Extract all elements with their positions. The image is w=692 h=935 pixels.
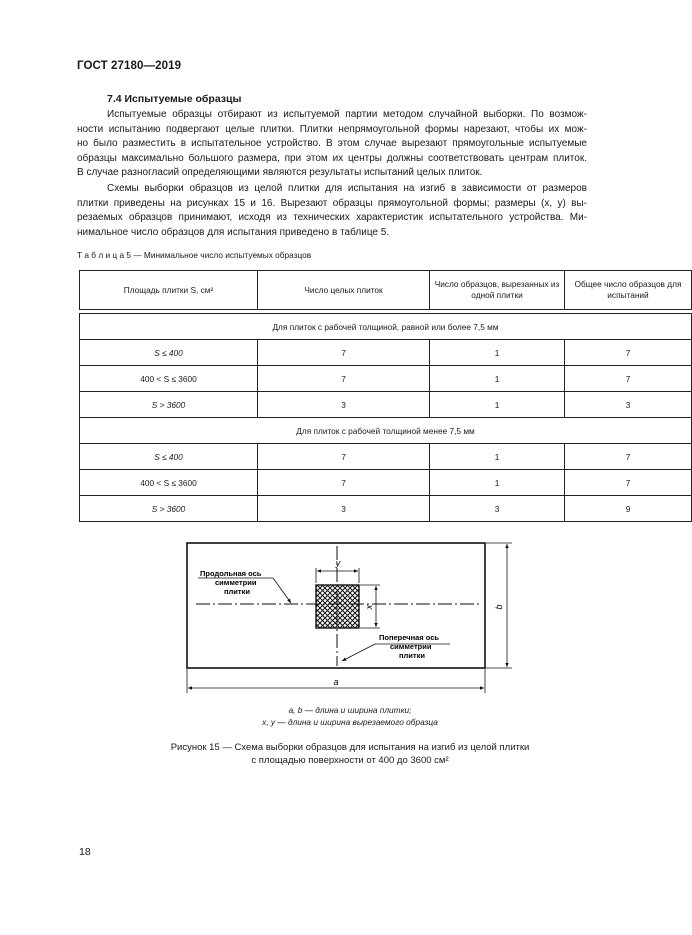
document-code: ГОСТ 27180—2019 [77, 60, 182, 72]
figure-caption-line: Рисунок 15 — Схема выборки образцов для испытания на изгиб из целой плитки [170, 742, 530, 753]
paragraph-line: Испытуемые образцы отбирают из испытуемой партии методом случайной выборки. По возмож- [107, 109, 587, 120]
legend-line: x, y — длина и ширина вырезаемого образца [262, 717, 438, 727]
paragraph-line: Схемы выборки образцов из целой плитки для испытания на изгиб в зависимости от размеров [107, 183, 587, 194]
cell-whole: 7 [258, 444, 430, 470]
cell-area: 400 < S ≤ 3600 [80, 470, 258, 496]
cell-total: 3 [565, 392, 692, 418]
paragraph-line: нимальное число образцов для испытания приведено в таблице 5. [77, 226, 390, 238]
leader-transverse [342, 644, 375, 661]
figure-legend [160, 704, 540, 728]
cell-cut: 1 [430, 444, 565, 470]
cell-whole: 7 [258, 366, 430, 392]
section-title: 7.4 Испытуемые образцы [107, 93, 242, 105]
table-row [80, 366, 692, 392]
table-row [80, 392, 692, 418]
header-total: Общее число образцов для испытаний [565, 271, 692, 310]
dim-b-label: b [494, 604, 504, 610]
cell-area: S > 3600 [80, 392, 258, 418]
paragraph-line: но было разместить в испытательное устройство. В этом случае вырезают прямоугольные испытуемые [77, 138, 587, 150]
table-group-row [80, 418, 692, 444]
cell-whole: 3 [258, 392, 430, 418]
table-caption: Т а б л и ц а 5 — Минимальное число испытуемых образцов [77, 250, 312, 260]
cell-cut: 1 [430, 366, 565, 392]
header-area: Площадь плитки S, см² [80, 271, 258, 310]
cell-whole: 3 [258, 496, 430, 522]
specimen-area [316, 585, 359, 628]
figure-caption [120, 741, 580, 767]
paragraph-schemes [77, 182, 587, 240]
figure-sampling-scheme [160, 533, 540, 693]
paragraph-line: ности испытанию подвергают целые плитки. Плитки непрямоугольной формы нарезают, чтобы их мож- [77, 123, 587, 135]
cell-cut: 1 [430, 392, 565, 418]
dim-x-label: x [364, 604, 374, 610]
paragraph-line: образцы максимально большого размера, при этом их центры должны соответствовать центрам плиток. [77, 152, 587, 164]
paragraph-sampling [77, 108, 587, 181]
cell-area: 400 < S ≤ 3600 [80, 366, 258, 392]
header-cut: Число образцов, вырезанных из одной плитки [430, 271, 565, 310]
cell-total: 9 [565, 496, 692, 522]
cell-cut: 3 [430, 496, 565, 522]
paragraph-line: плитки приведены на рисунках 15 и 16. Вырезают образцы прямоугольной формы; размеры (x, y) вы- [77, 197, 587, 209]
paragraph-line: В случае разногласий определяющими являются результаты испытаний целых плиток. [77, 167, 483, 179]
cell-total: 7 [565, 366, 692, 392]
table-row [80, 470, 692, 496]
cell-whole: 7 [258, 340, 430, 366]
table-row [80, 444, 692, 470]
figure-caption-line: с площадью поверхности от 400 до 3600 см² [251, 755, 449, 766]
dim-y-label: y [335, 558, 341, 568]
group-title: Для плиток с рабочей толщиной менее 7,5 мм [80, 418, 692, 444]
paragraph-line: резаемых образцов принимают, исходя из технических характеристик испытательного устройства. Ми- [77, 212, 587, 224]
leader-longitudinal [273, 578, 291, 603]
page-number: 18 [79, 846, 91, 858]
cell-total: 7 [565, 470, 692, 496]
cell-cut: 1 [430, 340, 565, 366]
cell-area: S ≤ 400 [80, 340, 258, 366]
table-header-row [80, 271, 692, 310]
cell-whole: 7 [258, 470, 430, 496]
table-min-samples [79, 270, 692, 522]
table-row [80, 496, 692, 522]
header-whole: Число целых плиток [258, 271, 430, 310]
label-longitudinal-axis: Продольная ось симметрии плитки [200, 569, 262, 596]
dim-a-label: a [333, 677, 339, 687]
table-row [80, 340, 692, 366]
cell-total: 7 [565, 340, 692, 366]
cell-total: 7 [565, 444, 692, 470]
table-group-row [80, 314, 692, 340]
cell-area: S ≤ 400 [80, 444, 258, 470]
group-title: Для плиток с рабочей толщиной, равной или более 7,5 мм [80, 314, 692, 340]
cell-cut: 1 [430, 470, 565, 496]
label-transverse-axis: Поперечная ось симметрии плитки [379, 633, 440, 660]
cell-area: S > 3600 [80, 496, 258, 522]
legend-line: a, b — длина и ширина плитки; [288, 705, 412, 715]
